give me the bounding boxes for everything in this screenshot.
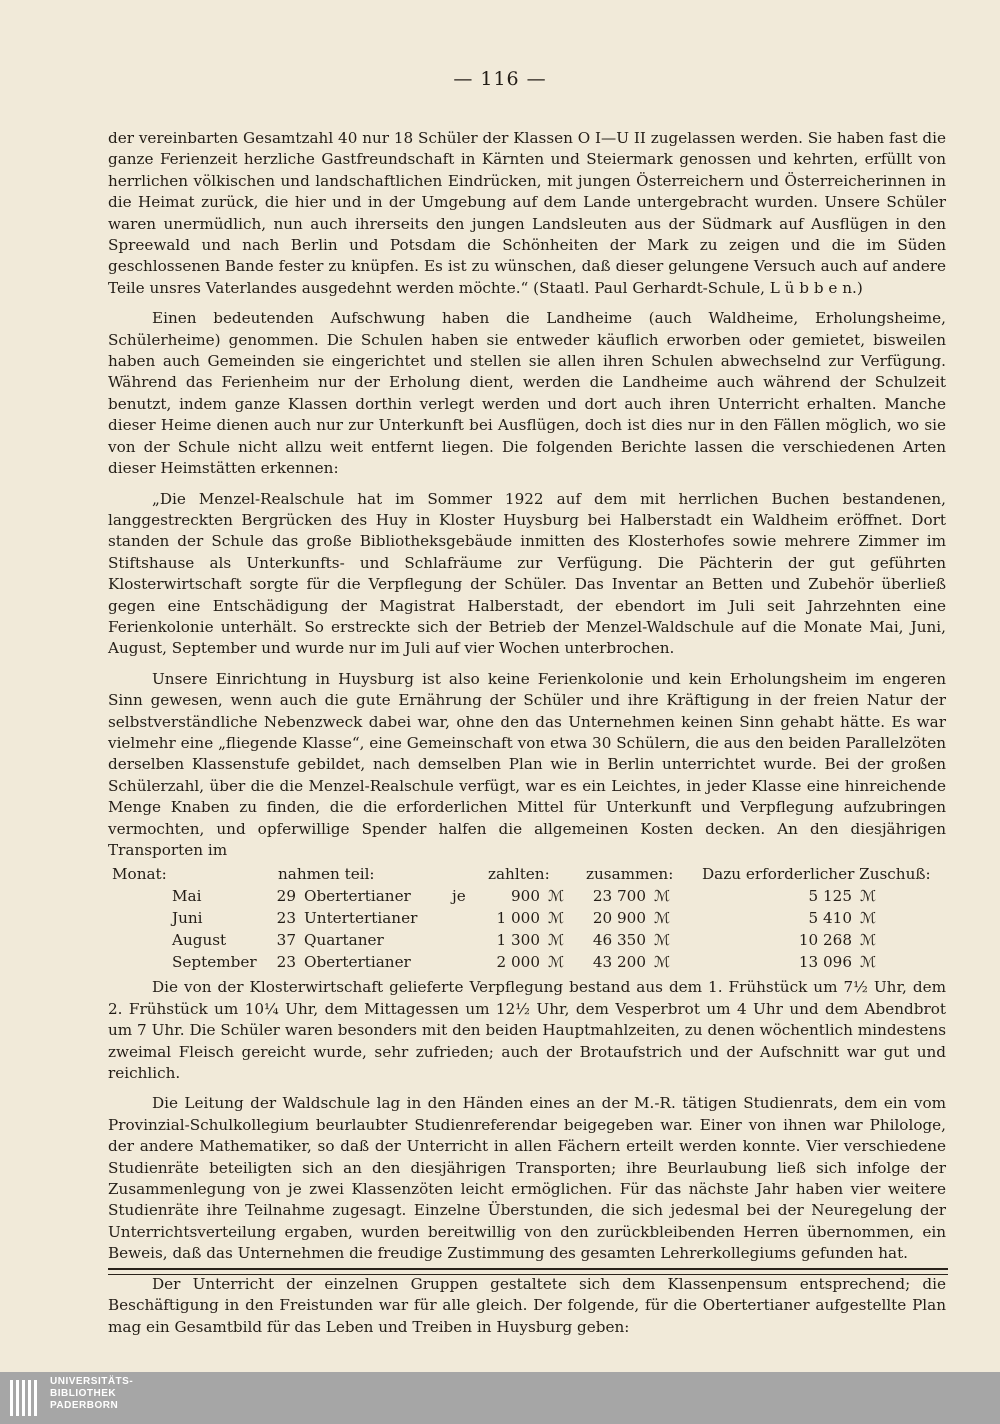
paragraph: Der Unterricht der einzelnen Gruppen gestaltete sich dem Klassenpensum entsprechend; die Beschäftigung in den Freistunden war für alle gleich. Der folgende, für die Obertertianer aufgestellte Plan mag ein Gesamtbild für das Leben und Treiben in Huysburg geben: — [108, 1274, 946, 1336]
header-month: Monat: — [112, 864, 167, 883]
table-row: Mai 29 Obertertianer je 900 ℳ 23 700 ℳ 5 125 ℳ — [172, 886, 877, 905]
paragraph: Unsere Einrichtung in Huysburg ist also keine Ferienkolonie und kein Erholungsheim im engeren Sinn gewesen, wenn auch die gute Ernährung der Schüler und ihre Kräftigung in der freien Natur der selbstverständliche Nebenzweck dabei war, ohne den das Unternehmen keinen Sinn gehabt hätte. Es war vielmehr eine „fliegende Klasse“, eine Gemeinschaft von etwa 30 Schülern, die aus den beiden Parallelzöten derselben Klassenstufe gebildet, nach demselben Plan wie in Berlin unterrichtet wurde. Bei der großen Schülerzahl, über die die Menzel-Realschule verfügt, war es ein Leichtes, in jeder Klasse eine hinreichende Menge Knaben zu finden, die die erforderlichen Mittel für Unterkunft und Verpflegung aufzubringen vermochten, und opferwillige Spender halfen die allgemeinen Kosten decken. An den diesjährigen Transporten im — [108, 669, 946, 859]
table-row: August 37 Quartaner 1 300 ℳ 46 350 ℳ 10 268 ℳ — [172, 930, 877, 949]
header-subsidy: Dazu erforderlicher Zuschuß: — [702, 864, 931, 883]
paragraph: der vereinbarten Gesamtzahl 40 nur 18 Schüler der Klassen O I—U II zugelassen werden. Sie haben fast die ganze Ferienzeit herzliche Gastfreundschaft in Kärnten und Steiermark genossen und kehrten, erfüllt von herrlichen völkischen und landschaftlichen Eindrücken, mit jungen Österreichern und Österreicherinnen in die Heimat zurück, die hier und in der Umgebung auf dem Lande untergebracht wurden. Unsere Schüler waren unermüdlich, nun auch ihrerseits den jungen Landsleuten aus der Südmark auf Ausflügen in den Spreewald und nach Berlin und Potsdam die Schönheiten der Mark zu zeigen und die im Süden geschlossenen Bande fester zu knüpfen. Es ist zu wünschen, daß dieser gelungene Versuch auch auf andere Teile unsres Vaterlandes ausgedehnt werden möchte.“ (Staatl. Paul Gerhardt-Schule, L ü b b e n.) — [108, 129, 946, 297]
closing-rule-thick — [108, 1268, 948, 1270]
paragraph: Die von der Klosterwirtschaft gelieferte Verpflegung bestand aus dem 1. Frühstück um 7½ Uhr, dem 2. Frühstück um 10¼ Uhr, dem Mittagessen um 12½ Uhr, dem Vesperbrot um 4 Uhr und dem Abendbrot um 7 Uhr. Die Schüler waren besonders mit den beiden Hauptmahlzeiten, zu denen wöchentlich mindestens zweimal Fleisch gereicht wurde, sehr zufrieden; auch der Brotaufstrich und der Aufschnitt war gut und reichlich. — [108, 978, 946, 1083]
table-header-row — [108, 863, 935, 885]
header-paid: zahlten: — [488, 864, 550, 883]
header-participants: nahmen teil: — [278, 864, 375, 883]
page-number: — 116 — — [453, 68, 547, 90]
paragraph: „Die Menzel-Realschule hat im Sommer 1922 auf dem mit herrlichen Buchen bestandenen, langgestreckten Bergrücken des Huy in Kloster Huysburg bei Halberstadt ein Waldheim eröffnet. Dort standen der Schule das große Bibliotheksgebäude inmitten des Klosterhofes sowie mehrere Zimmer im Stiftshause als Unterkunfts- und Schlafräume zur Verfügung. Die Pächterin der gut geführten Klosterwirtschaft sorgte für die Verpflegung der Schüler. Das Inventar an Betten und Zubehör überließ gegen eine Entschädigung der Magistrat Halberstadt, der ebendort im Juli seit Jahrzehnten eine Ferienkolonie unterhält. So erstreckte sich der Betrieb der Menzel-Waldschule auf die Monate Mai, Juni, August, September und wurde nur im Juli auf vier Wochen unterbrochen. — [108, 489, 946, 658]
table-row: Juni 23 Untertertianer 1 000 ℳ 20 900 ℳ 5 410 ℳ — [172, 908, 877, 927]
paragraph: Die Leitung der Waldschule lag in den Händen eines an der M.-R. tätigen Studienrats, dem ein vom Provinzial-Schulkollegium beurlaubter Studienreferendar beigegeben war. Einer von ihnen war Philologe, der andere Mathematiker, so daß der Unterricht in allen Fächern erteilt werden konnte. Vier verschiedene Studienräte beteiligten sich an den diesjährigen Transporten; ihre Beurlaubung ließ sich infolge der Zusammenlegung von je zwei Klassenzöten leicht ermöglichen. Für das nächste Jahr haben vier weitere Studienräte ihre Teilnahme zugesagt. Einzelne Überstunden, die sich jedesmal bei der Neuregelung der Unterrichtsverteilung ergaben, wurden bereitwillig von den zurückbleibenden Herren übernommen, ein Beweis, daß das Unternehmen die freudige Zustimmung des gesamten Lehrerkollegiums gefunden hat. — [108, 1094, 946, 1263]
closing-rule-thin — [108, 1274, 948, 1275]
paragraph: Einen bedeutenden Aufschwung haben die Landheime (auch Waldheime, Erholungsheime, Schülerheime) genommen. Die Schulen haben sie entweder käuflich erworben oder gemietet, bisweilen haben auch Gemeinden sie eingerichtet und stellen sie allen ihren Schulen abwechselnd zur Verfügung. Während das Ferienheim nur der Erholung dient, werden die Landheime auch während der Schulzeit benutzt, indem ganze Klassen dorthin verlegt werden und dort auch ihren Unterricht erhalten. Manche dieser Heime dienen auch nur zur Unterkunft bei Ausflügen, doch ist dies nur in den Fällen möglich, wo sie von der Schule nicht allzu weit entfernt liegen. Die folgenden Berichte lassen die verschiedenen Arten dieser Heimstätten erkennen: — [108, 309, 946, 478]
transport-table — [108, 863, 935, 973]
header-total: zusammen: — [586, 864, 674, 883]
library-name: UNIVERSITÄTS- BIBLIOTHEK PADERBORN — [50, 1376, 134, 1411]
library-logo-icon — [8, 1376, 42, 1420]
table-row: September 23 Obertertianer 2 000 ℳ 43 200 ℳ 13 096 ℳ — [172, 952, 877, 971]
body-text — [108, 128, 946, 1347]
library-footer — [0, 1372, 1000, 1424]
